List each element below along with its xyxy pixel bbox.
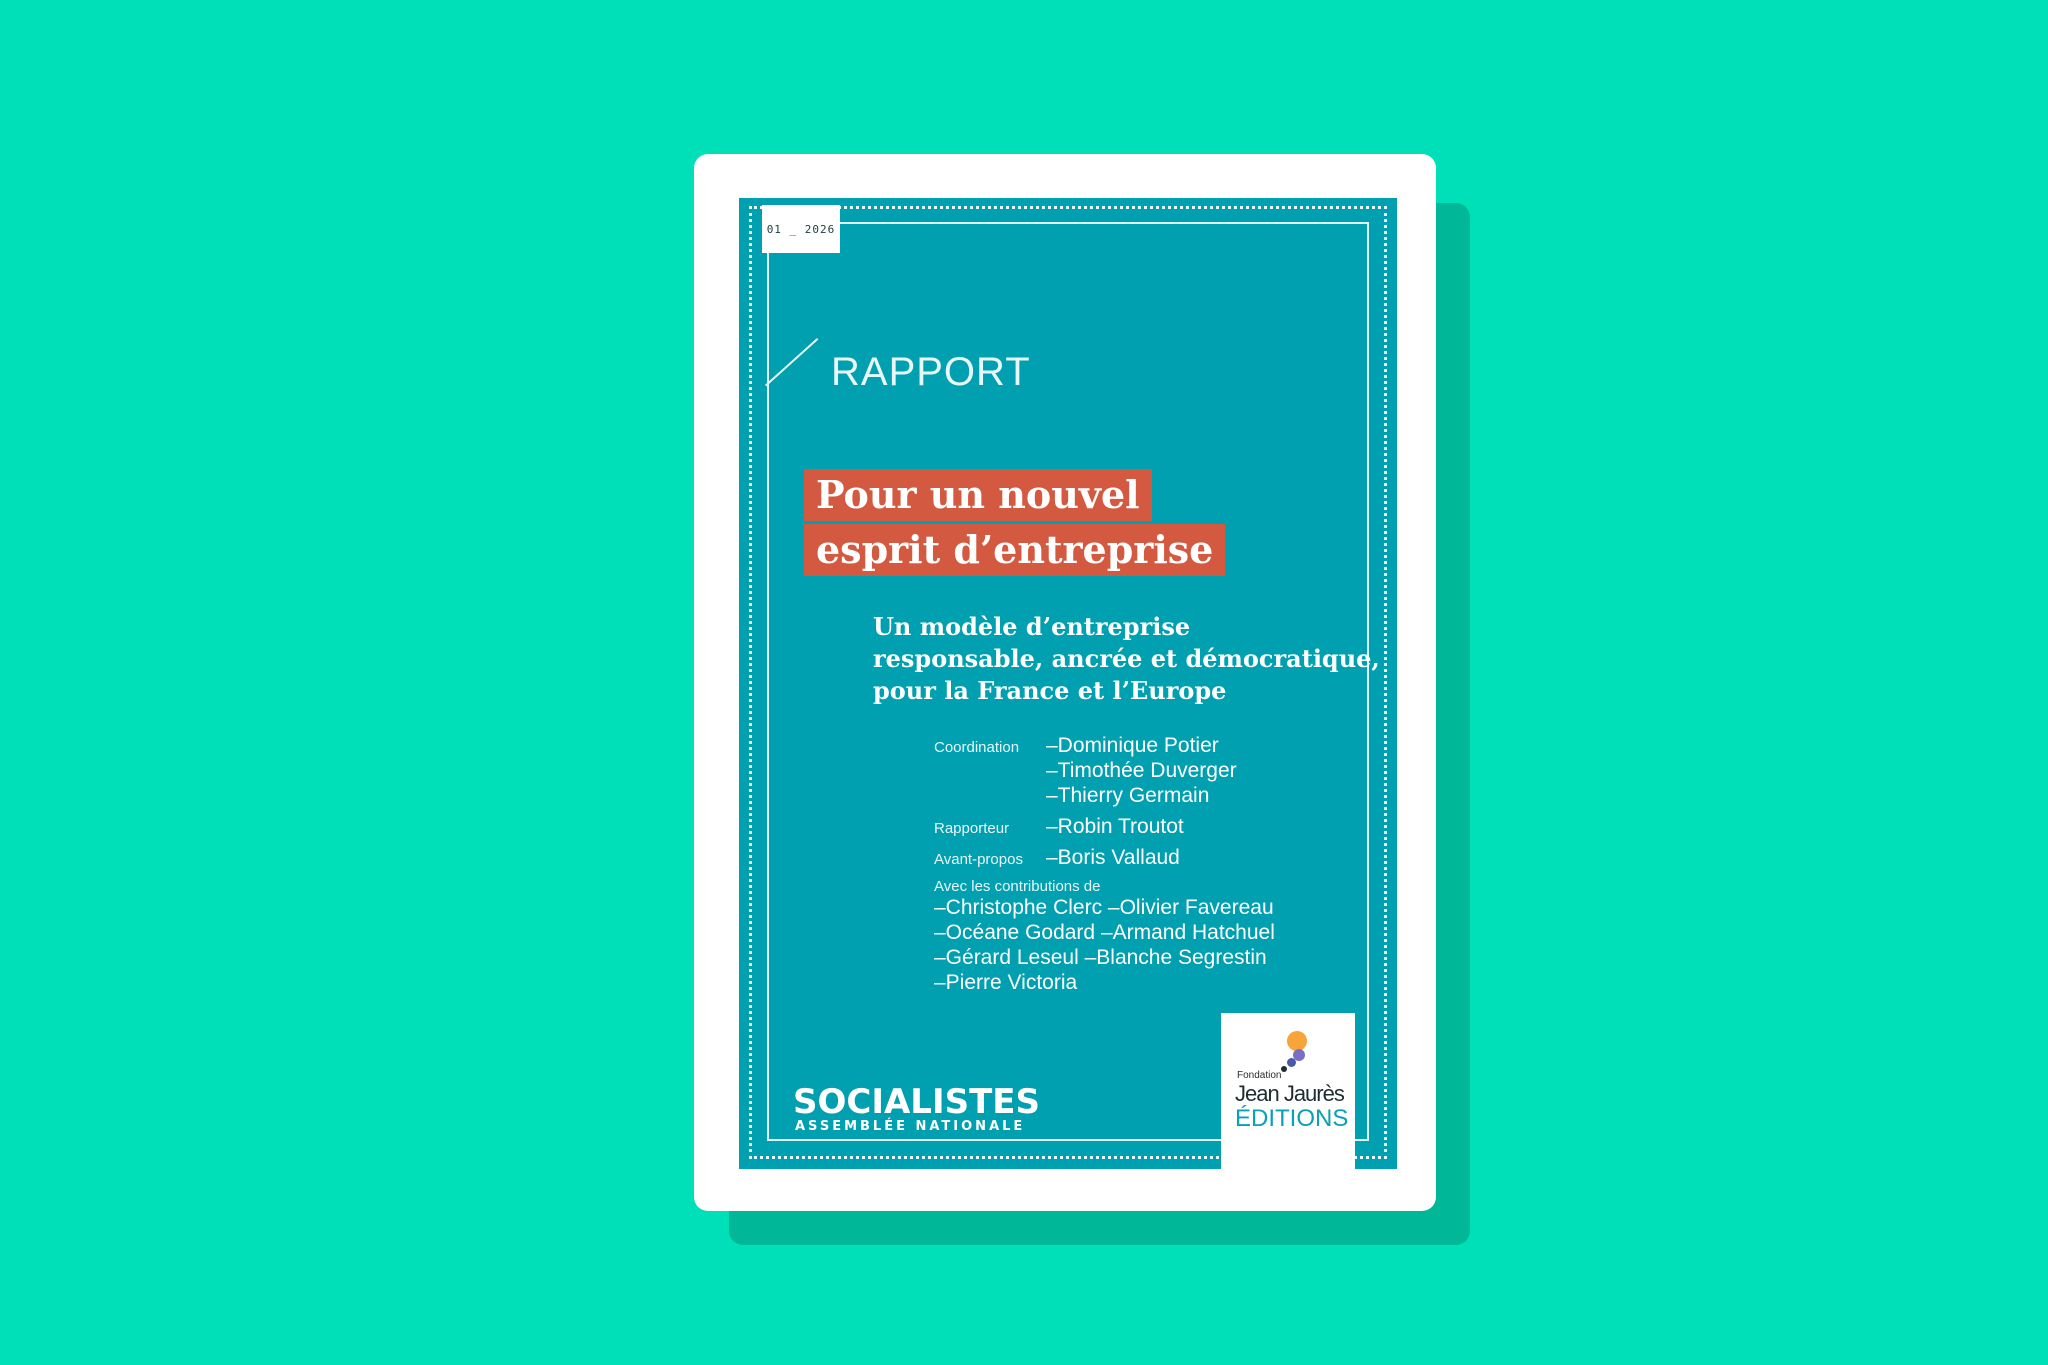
contributions-label: Avec les contributions de: [934, 878, 1101, 895]
credit-name: –Timothée Duverger: [1046, 759, 1237, 782]
document-kind-label: RAPPORT: [831, 350, 1031, 394]
issue-number: 01 _ 2026: [762, 205, 840, 253]
logo-dot-black-icon: [1281, 1066, 1287, 1072]
avant-propos-label: Avant-propos: [934, 851, 1023, 868]
avant-propos-name: –Boris Vallaud: [1046, 846, 1180, 869]
subtitle-line: responsable, ancrée et démocratique,: [873, 644, 1380, 673]
fjj-fondation-label: Fondation: [1237, 1070, 1282, 1081]
document-kind: [831, 350, 1031, 395]
logo-dot-blue-icon: [1287, 1058, 1296, 1067]
title-line-1: Pour un nouvel: [804, 469, 1152, 521]
credit-name: –Thierry Germain: [1046, 784, 1210, 807]
title-line-2: esprit d’entreprise: [804, 524, 1225, 576]
credits: [934, 733, 1374, 995]
socialistes-logo-subtext: ASSEMBLÉE NATIONALE: [795, 1119, 1026, 1134]
coordination-row: [934, 733, 1374, 808]
subtitle: [873, 611, 1383, 707]
socialistes-logo-text: SOCIALISTES: [793, 1082, 1041, 1122]
contributions-line: –Christophe Clerc –Olivier Favereau: [934, 896, 1274, 919]
rapporteur-label: Rapporteur: [934, 820, 1010, 837]
coordination-label: Coordination: [934, 739, 1020, 756]
fondation-jean-jaures-logo: [1221, 1013, 1355, 1169]
contributions-line: –Gérard Leseul –Blanche Segrestin: [934, 946, 1267, 969]
avant-propos-row: [934, 845, 1374, 870]
contributions-line: –Pierre Victoria: [934, 971, 1078, 994]
subtitle-line: pour la France et l’Europe: [873, 676, 1227, 705]
fjj-name-label: Jean Jaurès: [1235, 1081, 1344, 1106]
credit-name: –Dominique Potier: [1046, 734, 1219, 757]
contributions-line: –Océane Godard –Armand Hatchuel: [934, 921, 1275, 944]
logo-dot-orange-icon: [1287, 1031, 1307, 1051]
report-cover: [739, 198, 1397, 1169]
rapporteur-row: [934, 814, 1374, 839]
socialistes-logo: [793, 1082, 1041, 1134]
subtitle-line: Un modèle d’entreprise: [873, 612, 1191, 641]
fjj-editions-label: ÉDITIONS: [1235, 1105, 1349, 1132]
coordination-names: [1046, 733, 1237, 808]
rapporteur-name: –Robin Troutot: [1046, 815, 1184, 838]
